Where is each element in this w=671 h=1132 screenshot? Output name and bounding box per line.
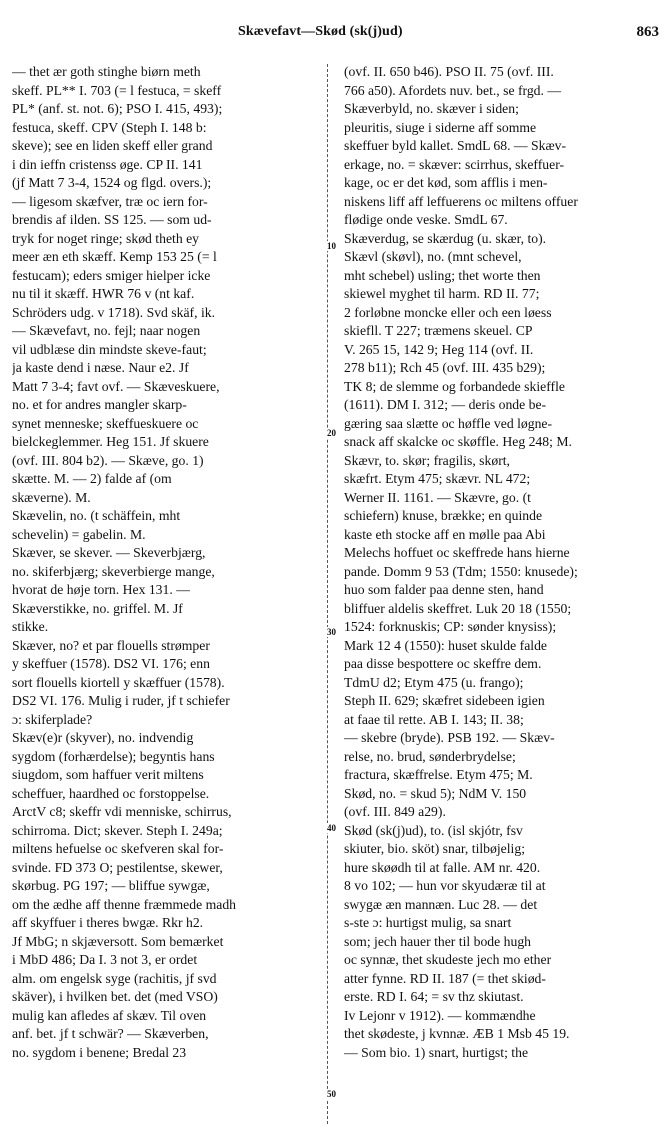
text-line: brendis af ilden. SS 125. — som ud- (12, 212, 212, 227)
text-line: skiewel myghet til harm. RD II. 77; (344, 286, 540, 301)
text-line: skæverne). M. (12, 489, 91, 505)
running-head: Skævefavt—Skød (sk(j)ud) (238, 24, 403, 39)
text-line: siugdom, som haffuer verit miltens (12, 767, 204, 782)
text-line: kaste eth stocke aff en mølle paa Abi (344, 526, 546, 542)
text-line: skiefll. T 227; træmens skeuel. CP (344, 323, 533, 338)
text-line: bielckeglemmer. Heg 151. Jf skuere (12, 434, 209, 449)
right-column (344, 63, 658, 1062)
text-line: Skæverbyld, no. skæver i siden; (344, 101, 519, 116)
text-line: Skæv(e)r (skyver), no. indvendig (12, 730, 194, 745)
text-line: schiefern) knuse, brække; en quinde (344, 508, 543, 523)
text-line: Iv Lejonr v 1912). — kommændhe (344, 1007, 536, 1023)
text-line: 8 vo 102; — hun vor skyudæræ til at (344, 878, 546, 893)
text-line: TK 8; de slemme og forbandede skieffle (344, 378, 565, 394)
text-line: 766 a50). Afordets nuv. bet., se frgd. — (344, 82, 562, 98)
text-line: erkage, no. = skæver: scirrhus, skeffuer- (344, 156, 565, 172)
text-line: scheffuer, haardhed oc forstoppelse. (12, 785, 210, 801)
text-line: ja kaste dend i næse. Naur e2. Jf (12, 360, 189, 375)
text-line: skørbug. PG 197; — bliffue sywgæ, (12, 878, 210, 893)
text-line: PL* (anf. st. not. 6); PSO I. 415, 493); (12, 101, 223, 116)
text-line: (ovf. II. 650 b46). PSO II. 75 (ovf. III. (344, 64, 554, 79)
text-line: at faae til rette. AB I. 143; II. 38; (344, 711, 524, 727)
text-line: bliffuer aldelis skeffret. Luk 20 18 (1550; (344, 600, 572, 616)
column-divider (327, 64, 328, 1124)
text-line: ArctV c8; skeffr vdi menniske, schirrus, (12, 804, 232, 819)
text-line: schevelin) = gabelin. M. (12, 526, 146, 542)
text-line: Matt 7 3-4; favt ovf. — Skæveskuere, (12, 378, 220, 394)
text-line: (ovf. III. 849 a29). (344, 804, 446, 819)
text-line: sygdom (forhærdelse); begyntis hans (12, 748, 215, 764)
text-line: no. sygdom i benene; Bredal 23 (12, 1044, 187, 1060)
text-line: — Som bio. 1) snart, hurtigst; the (344, 1044, 529, 1060)
text-line: skætte. M. — 2) falde af (om (12, 471, 172, 486)
text-line: Mark 12 4 (1550): huset skulde falde (344, 637, 547, 653)
text-line: — Skævefavt, no. fejl; naar nogen (12, 323, 201, 338)
line-number: 20 (327, 428, 336, 438)
text-line: Werner II. 1161. — Skævre, go. (t (344, 489, 531, 505)
text-line: sort flouells kiortell y skæffuer (1578). (12, 674, 225, 690)
page-number: 863 (636, 24, 659, 40)
line-number: 50 (327, 1089, 336, 1099)
text-line: Melechs hoffuet oc skeffrede hans hierne (344, 545, 570, 560)
text-line: oc synnæ, thet skudeste jech mo ether (344, 952, 552, 967)
text-line: 1524: forknuskis; CP: sønder knysiss); (344, 619, 557, 634)
text-line: festucam); eders smiger hielper icke (12, 267, 211, 283)
text-line: relse, no. brud, sønderbrydelse; (344, 748, 516, 764)
text-line: Skød, no. = skud 5); NdM V. 150 (344, 785, 527, 801)
text-line: synet menneske; skeffueskuere oc (12, 415, 199, 431)
text-line: snack aff skalcke oc skøffle. Heg 248; M. (344, 434, 572, 449)
text-line: Skævl (skøvl), no. (mnt schevel, (344, 249, 522, 264)
text-line: i MbD 486; Da I. 3 not 3, er ordet (12, 952, 198, 967)
text-line: niskens liff aff leffuerens oc miltens offuer (344, 193, 578, 209)
text-line: 278 b11); Rch 45 (ovf. III. 435 b29); (344, 360, 546, 375)
text-line: svinde. FD 373 O; pestilentse, skewer, (12, 859, 223, 875)
text-line: huo som falder paa denne sten, hand (344, 582, 544, 597)
text-line: skeffuer byld kallet. SmdL 68. — Skæv- (344, 138, 567, 153)
text-line: Skæverstikke, no. griffel. M. Jf (12, 600, 183, 616)
text-line: anf. bet. jf t schwär? — Skæverben, (12, 1026, 209, 1041)
text-line: y skeffuer (1578). DS2 VI. 176; enn (12, 656, 210, 671)
text-line: 2 forløbne moncke eller och een løess (344, 304, 552, 320)
text-line: flødige onde veske. SmdL 67. (344, 212, 508, 227)
text-line: fractura, skæffrelse. Etym 475; M. (344, 767, 533, 782)
text-line: hvorat de høje torn. Hex 131. — (12, 582, 190, 597)
text-line: meer æn eth skæff. Kemp 153 25 (= l (12, 249, 217, 264)
text-line: vil udblæse din mindste skeve-faut; (12, 341, 207, 357)
text-line: Steph II. 629; skæfret sidebeen igien (344, 693, 545, 708)
text-line: miltens hefuelse oc skefveren skal for- (12, 841, 224, 856)
text-line: pande. Domm 9 53 (Tdm; 1550: knusede); (344, 563, 578, 579)
text-line: kage, oc er det kød, som afflis i men- (344, 175, 548, 190)
text-line: (1611). DM I. 312; — deris onde be- (344, 397, 547, 412)
text-line: Skævr, to. skør; fragilis, skørt, (344, 452, 510, 468)
text-line: skeff. PL** I. 703 (= l festuca, = skeff (12, 82, 222, 98)
text-line: V. 265 15, 142 9; Heg 114 (ovf. II. (344, 341, 534, 357)
text-line: s-ste ɔ: hurtigst mulig, sa snart (344, 915, 512, 930)
text-line: pleuritis, siuge i siderne aff somme (344, 119, 537, 135)
line-number: 30 (327, 627, 336, 637)
text-line: nu til it skæff. HWR 76 v (nt kaf. (12, 286, 195, 301)
text-line: (ovf. III. 804 b2). — Skæve, go. 1) (12, 452, 204, 468)
text-line: DS2 VI. 176. Mulig i ruder, jf t schiefer (12, 693, 230, 708)
text-line: atter fynne. RD II. 187 (= thet skiød- (344, 970, 546, 986)
text-line: Skød (sk(j)ud), to. (isl skjótr, fsv (344, 822, 523, 838)
text-line: tryk for noget ringe; skød theth ey (12, 230, 200, 246)
text-line: erste. RD I. 64; = sv thz skiutast. (344, 989, 524, 1004)
text-line: i din ieffn cristenss øge. CP II. 141 (12, 156, 203, 172)
line-number: 40 (327, 823, 336, 833)
text-line: Jf MbG; n skjæversott. Som bemærket (12, 933, 224, 949)
text-line: TdmU d2; Etym 475 (u. frango); (344, 674, 524, 690)
text-line: skeve); see en liden skeff eller grand (12, 138, 213, 153)
text-line: aff skyffuer i theres bwgæ. Rkr h2. (12, 915, 204, 930)
text-line: alm. om engelsk syge (rachitis, jf svd (12, 970, 217, 986)
text-line: Skæver, no? et par flouells strømper (12, 637, 210, 653)
line-number: 10 (327, 241, 336, 251)
text-line: schirroma. Dict; skever. Steph I. 249a; (12, 822, 223, 838)
text-line: no. et for andres mangler skarp- (12, 397, 187, 412)
text-line: thet skødeste, j kvnnæ. ÆB 1 Msb 45 19. (344, 1026, 570, 1041)
text-line: festuca, skeff. CPV (Steph I. 148 b: (12, 119, 207, 135)
text-line: — skebre (bryde). PSB 192. — Skæv- (344, 730, 555, 745)
text-line: swygæ æn mannæn. Luc 28. — det (344, 896, 538, 912)
text-line: — thet ær goth stinghe biørn meth (12, 64, 201, 79)
text-line: paa disse bespottere oc skeffre dem. (344, 656, 542, 671)
text-line: om the ædhe aff thenne fræmmede madh (12, 896, 237, 912)
page-header (0, 24, 671, 46)
left-column (12, 63, 310, 1062)
text-line: mulig kan afledes af skæv. Til oven (12, 1007, 207, 1023)
text-line: Schröders udg. v 1718). Svd skäf, ik. (12, 304, 216, 320)
text-line: Skæver, se skever. — Skeverbjærg, (12, 545, 206, 560)
text-line: (jf Matt 7 3-4, 1524 og flgd. overs.); (12, 175, 212, 190)
text-line: Skævelin, no. (t schäffein, mht (12, 508, 181, 523)
text-line: — ligesom skæfver, træ oc iern for- (12, 193, 208, 209)
text-line: skäver), i hvilken bet. det (med VSO) (12, 989, 218, 1004)
text-line: mht schebel) usling; thet worte then (344, 267, 541, 283)
text-line: no. skiferbjærg; skeverbierge mange, (12, 563, 215, 579)
text-line: Skæverdug, se skærdug (u. skær, to). (344, 230, 547, 246)
text-line: skæfrt. Etym 475; skævr. NL 472; (344, 471, 531, 486)
text-line: gæring saa slætte oc høffle ved løgne- (344, 415, 553, 431)
text-line: skiuter, bio. sköt) snar, tilbøjelig; (344, 841, 526, 856)
text-line: ɔ: skiferplade? (12, 711, 93, 727)
text-line: stikke. (12, 619, 49, 634)
text-line: som; jech hauer ther til bode hugh (344, 933, 532, 949)
text-line: hure skøødh til at falle. AM nr. 420. (344, 859, 541, 875)
